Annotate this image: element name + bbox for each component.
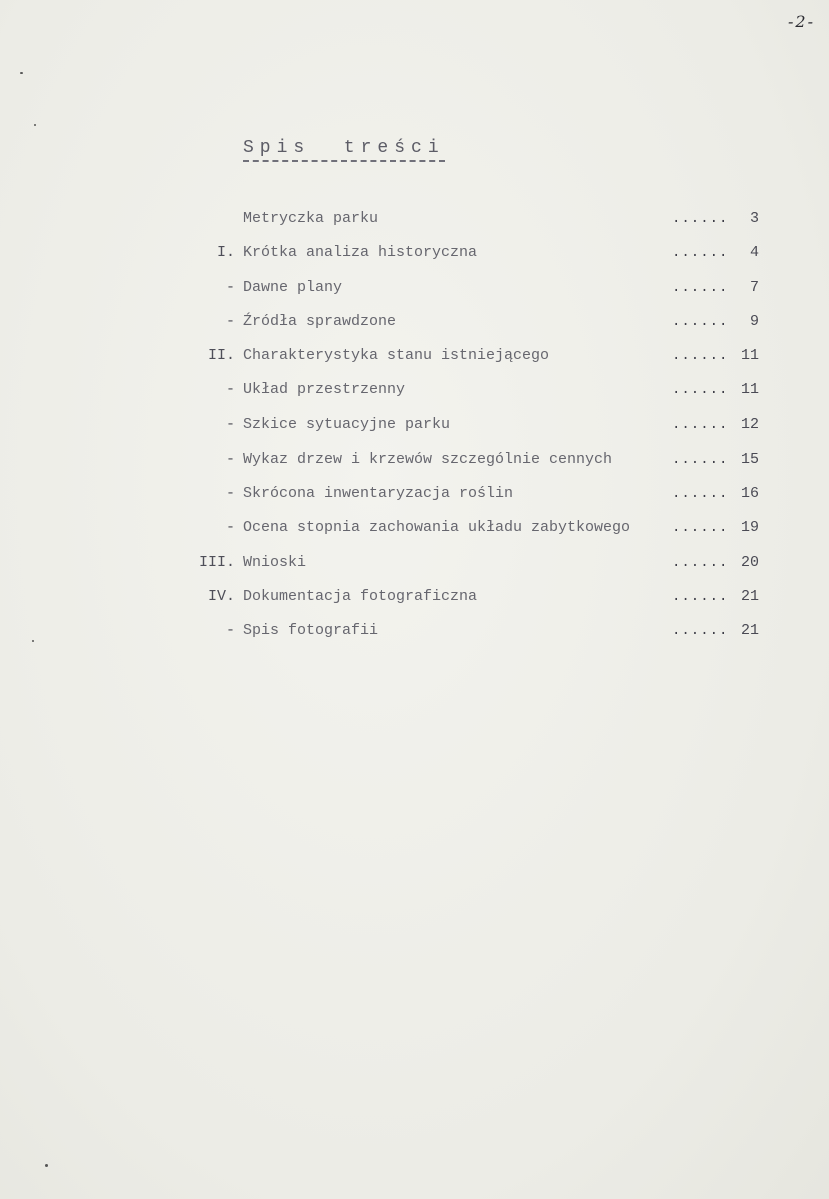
toc-entry-label: Wnioski [243, 554, 307, 571]
toc-entry-page: 20 [740, 554, 759, 571]
toc-entry-leader: ...... [672, 417, 729, 433]
toc-entry-label: Dokumentacja fotograficzna [243, 588, 478, 605]
toc-entry-number: IV. [207, 588, 235, 605]
paper-speck [34, 124, 36, 126]
toc-entry-page: 19 [740, 519, 759, 536]
toc-entry [0, 516, 829, 540]
toc-entry-label: Krótka analiza historyczna [243, 244, 478, 261]
toc-entry-leader: ...... [672, 589, 729, 605]
toc-entry [0, 207, 829, 231]
toc-entry-label: Szkice sytuacyjne parku [243, 416, 451, 433]
toc-entry-label: Spis fotografii [243, 622, 379, 639]
toc-entry-page: 12 [740, 416, 759, 433]
toc-entry-page: 7 [749, 279, 759, 296]
toc-entry-label: Dawne plany [243, 279, 343, 296]
toc-entry-number: - [225, 519, 235, 536]
toc-entry-number: - [225, 622, 235, 639]
toc-entry [0, 482, 829, 506]
toc-entry-page: 11 [740, 347, 759, 364]
toc-entry [0, 241, 829, 265]
toc-entry-number: - [225, 451, 235, 468]
toc-entry-leader: ...... [672, 555, 729, 571]
toc-entry-leader: ...... [672, 623, 729, 639]
toc-entry [0, 551, 829, 575]
paper-speck [32, 640, 34, 642]
toc-entry [0, 413, 829, 437]
page-number: -2- [788, 12, 815, 31]
toc-entry-leader: ...... [672, 382, 729, 398]
toc-entry-page: 15 [740, 451, 759, 468]
toc-entry-leader: ...... [672, 245, 729, 261]
paper-speck [20, 72, 23, 74]
toc-entry-label: Źródła sprawdzone [243, 313, 397, 330]
toc-entry-number: - [225, 485, 235, 502]
toc-entry-page: 3 [749, 210, 759, 227]
toc-entry-label: Metryczka parku [243, 210, 379, 227]
toc-title: Spis treści [243, 138, 445, 162]
toc-entry-leader: ...... [672, 211, 729, 227]
toc-entry-number: III. [198, 554, 235, 571]
toc-entry-label: Ocena stopnia zachowania układu zabytkowego [243, 519, 631, 536]
toc-entry-leader: ...... [672, 280, 729, 296]
toc-entry [0, 448, 829, 472]
toc-entry-number: - [225, 416, 235, 433]
toc-entry-page: 4 [749, 244, 759, 261]
toc-entry-number: I. [216, 244, 235, 261]
toc-entry-number: - [225, 313, 235, 330]
toc-entry-leader: ...... [672, 520, 729, 536]
toc-entry-page: 21 [740, 588, 759, 605]
toc-entry [0, 344, 829, 368]
toc-entry [0, 310, 829, 334]
toc-entry [0, 619, 829, 643]
toc-entry-label: Charakterystyka stanu istniejącego [243, 347, 550, 364]
toc-entry-label: Wykaz drzew i krzewów szczególnie cennych [243, 451, 613, 468]
toc-entry-page: 9 [749, 313, 759, 330]
paper-speck [45, 1164, 48, 1167]
toc-entry-label: Układ przestrzenny [243, 381, 406, 398]
toc-entry [0, 585, 829, 609]
toc-entry-leader: ...... [672, 314, 729, 330]
toc-entry-number: II. [207, 347, 235, 364]
toc-entry-number: - [225, 279, 235, 296]
toc-entry-number: - [225, 381, 235, 398]
toc-entry-leader: ...... [672, 486, 729, 502]
toc-entry-label: Skrócona inwentaryzacja roślin [243, 485, 514, 502]
toc-entry-page: 21 [740, 622, 759, 639]
toc-entry-leader: ...... [672, 452, 729, 468]
toc-entry-leader: ...... [672, 348, 729, 364]
toc-entry [0, 378, 829, 402]
toc-entry [0, 276, 829, 300]
toc-entry-page: 11 [740, 381, 759, 398]
toc-entry-page: 16 [740, 485, 759, 502]
